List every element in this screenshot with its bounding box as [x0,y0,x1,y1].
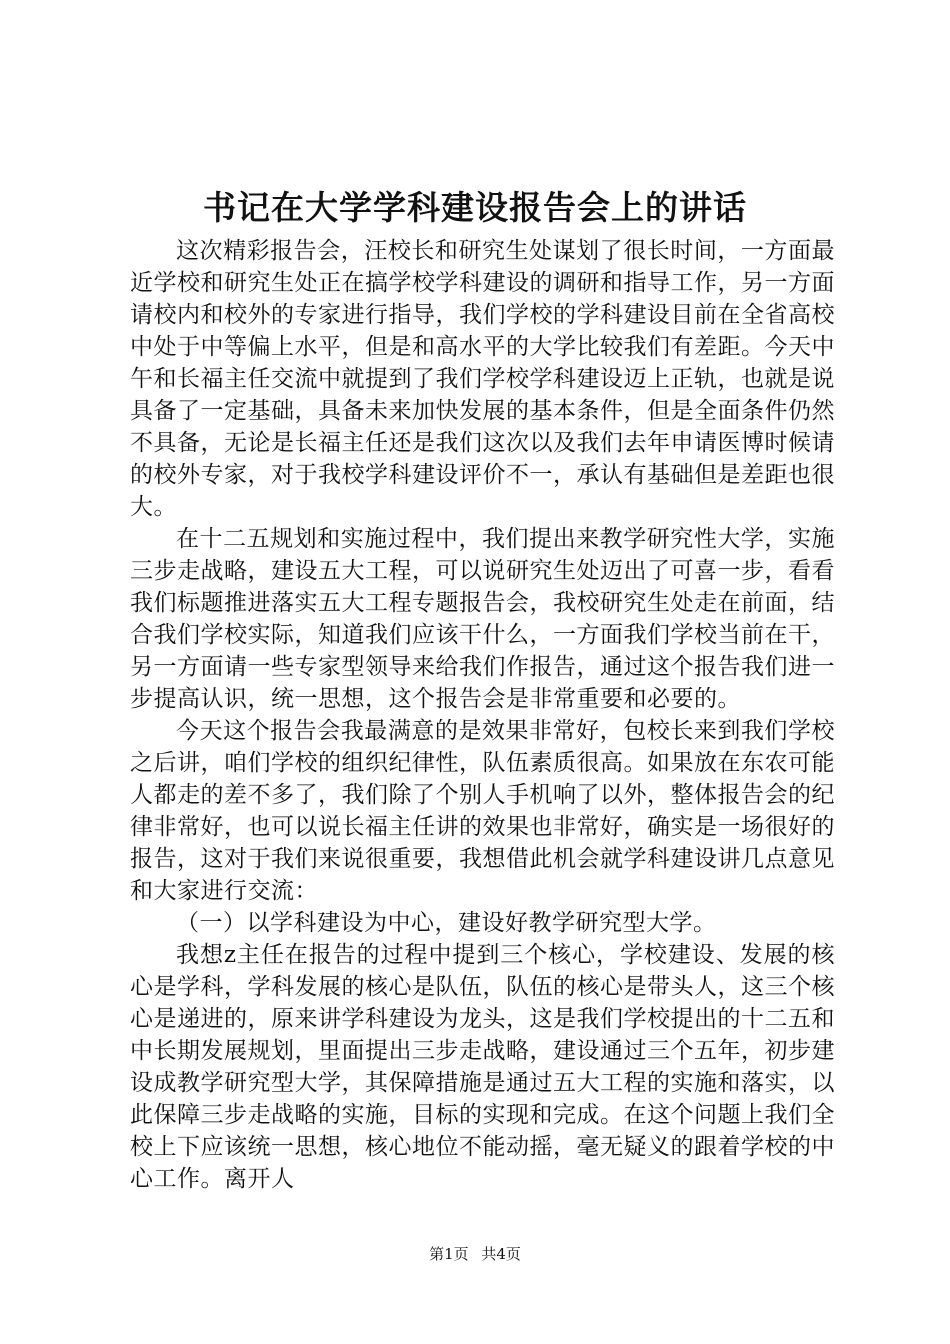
paragraph-3: 今天这个报告会我最满意的是效果非常好，包校长来到我们学校之后讲，咱们学校的组织纪律性，队伍素质很高。如果放在东农可能人都走的差不多了，我们除了个别人手机响了以外，整体报告会的纪律非常好，也可以说长福主任讲的效果也非常好，确实是一场很好的报告，这对于我们来说很重要，我想借此机会就学科建设讲几点意见和大家进行交流： [130,718,835,904]
paragraph-2: 在十二五规划和实施过程中，我们提出来教学研究性大学，实施三步走战略，建设五大工程，可以说研究生处迈出了可喜一步，看看我们标题推进落实五大工程专题报告会，我校研究生处走在前面，结合我们学校实际，知道我们应该干什么，一方面我们学校当前在干，另一方面请一些专家型领导来给我们作报告，通过这个报告我们进一步提高认识，统一思想，这个报告会是非常重要和必要的。 [130,526,835,712]
paragraph-4: 我想z主任在报告的过程中提到三个核心，学校建设、发展的核心是学科，学科发展的核心是队伍，队伍的核心是带头人，这三个核心是递进的，原来讲学科建设为龙头，这是我们学校提出的十二五和中长期发展规划，里面提出三步走战略，建设通过三个五年，初步建设成教学研究型大学，其保障措施是通过五大工程的实施和落实，以此保障三步走战略的实施，目标的实现和完成。在这个问题上我们全校上下应该统一思想，核心地位不能动摇，毫无疑义的跟着学校的中心工作。离开人 [130,942,835,1192]
document-body [130,235,835,1195]
page-footer [0,1244,950,1264]
page-number: 第1页 [429,1245,469,1263]
page-total: 共4页 [481,1245,521,1263]
document-title: 书记在大学学科建设报告会上的讲话 [203,188,747,227]
paragraph-1: 这次精彩报告会，汪校长和研究生处谋划了很长时间，一方面最近学校和研究生处正在搞学校学科建设的调研和指导工作，另一方面请校内和校外的专家进行指导，我们学校的学科建设目前在全省高校中处于中等偏上水平，但是和高水平的大学比较我们有差距。今天中午和长福主任交流中就提到了我们学校学科建设迈上正轨，也就是说具备了一定基础，具备未来加快发展的基本条件，但是全面条件仍然不具备，无论是长福主任还是我们这次以及我们去年申请医博时候请的校外专家，对于我校学科建设评价不一，承认有基础但是差距也很大。 [130,238,835,520]
section-heading-1: （一）以学科建设为中心，建设好教学研究型大学。 [176,910,717,936]
